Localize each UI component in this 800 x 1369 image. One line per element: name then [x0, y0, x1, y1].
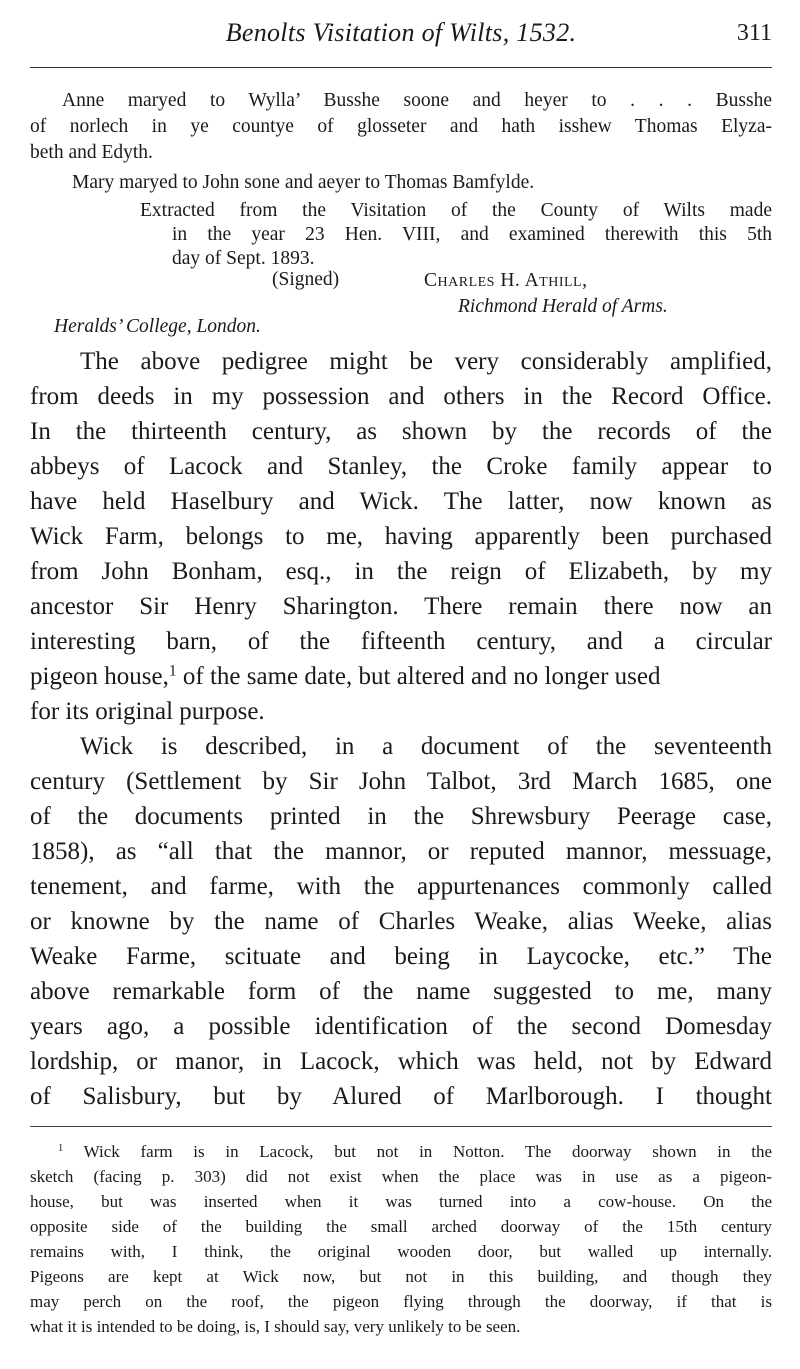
body-line: for its original purpose. [30, 698, 265, 725]
extract-line: Mary maryed to John sone and aeyer to Thomas Bamfylde. [72, 172, 535, 193]
certificate-line: day of Sept. 1893. [172, 248, 315, 269]
header-rule [30, 67, 772, 68]
body-line: of Salisbury, but by Alured of Marlborough. I thought [30, 1083, 772, 1110]
extract-line: Anne maryed to Wylla’ Busshe soone and heyer to . . . Busshe [62, 90, 772, 111]
footnote-line: opposite side of the building the small arched doorway of the 15th century [30, 1217, 772, 1236]
body-line: lordship, or manor, in Lacock, which was held, not by Edward [30, 1048, 772, 1075]
body-line: above remarkable form of the name suggested to me, many [30, 978, 772, 1005]
body-text: of the same date, but altered and no longer used [176, 663, 661, 690]
certificate-line: Extracted from the Visitation of the County of Wilts made [140, 200, 772, 221]
running-header [30, 18, 772, 58]
body-line: years ago, a possible identification of the second Domesday [30, 1013, 772, 1040]
footnote-line: what it is intended to be doing, is, I should say, very unlikely to be seen. [30, 1317, 521, 1336]
signatory-title: Richmond Herald of Arms. [458, 296, 668, 317]
body-line: from John Bonham, esq., in the reign of Elizabeth, by my [30, 558, 772, 585]
body-line: tenement, and farme, with the appurtenances commonly called [30, 873, 772, 900]
footnote-line: remains with, I think, the original wooden door, but walled up internally. [30, 1242, 772, 1261]
signed-label: (Signed) [272, 269, 340, 290]
body-line: abbeys of Lacock and Stanley, the Croke family appear to [30, 453, 772, 480]
running-title: Benolts Visitation of Wilts, 1532. [225, 18, 577, 47]
body-text: pigeon house, [30, 663, 169, 690]
footnote-line: house, but was inserted when it was turned into a cow-house. On the [30, 1192, 772, 1211]
footnote-reference[interactable]: 1 [168, 662, 177, 680]
body-line: The above pedigree might be very considerably amplified, [80, 348, 772, 375]
body-line: ancestor Sir Henry Sharington. There remain there now an [30, 593, 772, 620]
place-of-signing: Heralds’ College, London. [54, 316, 261, 337]
body-line: from deeds in my possession and others in the Record Office. [30, 383, 772, 410]
body-line: have held Haselbury and Wick. The latter, now known as [30, 488, 772, 515]
footnote-line: Pigeons are kept at Wick now, but not in this building, and though they [30, 1267, 772, 1286]
footnote-marker: 1 [58, 1143, 64, 1155]
body-line: of the documents printed in the Shrewsbury Peerage case, [30, 803, 772, 830]
body-line: In the thirteenth century, as shown by the records of the [30, 418, 772, 445]
signatory-name: Charles H. Athill, [424, 270, 588, 291]
extract-line: of norlech in ye countye of glosseter and hath isshew Thomas Elyza- [30, 116, 772, 137]
page-number: 311 [736, 20, 772, 46]
body-line: Wick Farm, belongs to me, having apparently been purchased [30, 523, 772, 550]
body-line: century (Settlement by Sir John Talbot, 3rd March 1685, one [30, 768, 772, 795]
footnote-text: Wick farm is in Lacock, but not in Notton. The doorway shown in the [83, 1142, 772, 1161]
footnote-line [58, 1139, 772, 1164]
footnote-line: may perch on the roof, the pigeon flying through the doorway, if that is [30, 1292, 772, 1311]
body-line: or knowne by the name of Charles Weake, alias Weeke, alias [30, 908, 772, 935]
extract-line: beth and Edyth. [30, 142, 153, 163]
body-line: 1858), as “all that the mannor, or reputed mannor, messuage, [30, 838, 772, 865]
footnote-rule [30, 1126, 772, 1127]
body-line [30, 660, 772, 694]
certificate-line: in the year 23 Hen. VIII, and examined therewith this 5th [172, 224, 772, 245]
body-line: Wick is described, in a document of the seventeenth [80, 733, 772, 760]
footnote-line: sketch (facing p. 303) did not exist when the place was in use as a pigeon- [30, 1167, 772, 1186]
body-line: interesting barn, of the fifteenth century, and a circular [30, 628, 772, 655]
body-line: Weake Farme, scituate and being in Laycocke, etc.” The [30, 943, 772, 970]
